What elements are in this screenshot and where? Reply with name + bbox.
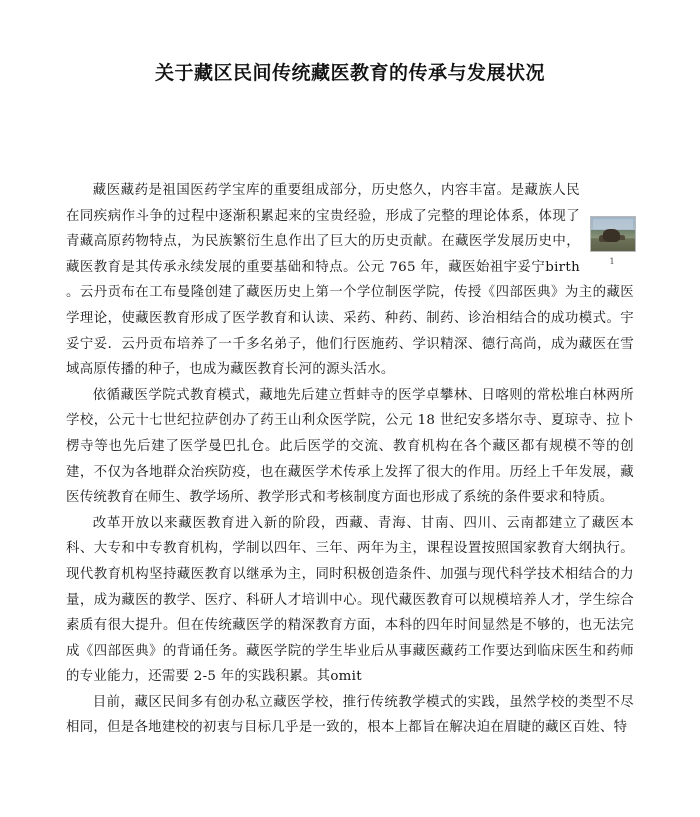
- figure-caption: 1: [609, 257, 615, 266]
- paragraph: 藏医藏药是祖国医药学宝库的重要组成部分，历史悠久，内容丰富。是藏族人民在同疾病作斗争的过程中逐渐积累起来的宝贵经验，形成了完整的理论体系，体现了青藏高原药物特点，为民族繁衍生息作出了巨大的历史贡献。在藏医学发展历史中，藏医教育是其传承永续发展的重要基础和特点。公元 765 年，藏医始祖宇妥宁birth 。云丹贡布在工布曼隆创建了藏医历史上第一个学位制医学院，传授《四部医典》为主的藏医学理论，使藏医教育形成了医学教育和认读、采药、种药、制药、诊治相结合的成功模式。宇妥宁妥．云丹贡布培养了一千多名弟子，他们行医施药、学识精深、德行高尚，成为藏医在雪域高原传播的种子，也成为藏医教育长河的源头活水。: [66, 183, 634, 378]
- figure-block: [590, 216, 634, 266]
- paragraph: 目前，藏区民间多有创办私立藏医学校，推行传统教学模式的实践，虽然学校的类型不尽相同，但是各地建校的初衷与目标几乎是一致的，根本上都旨在解决迫在眉睫的藏区百姓、特: [66, 694, 634, 736]
- page-title: 关于藏区民间传统藏医教育的传承与发展状况: [154, 62, 545, 84]
- paragraph: 改革开放以来藏医教育进入新的阶段，西藏、青海、甘南、四川、云南都建立了藏医本科、大专和中专教育机构，学制以四年、三年、两年为主，课程设置按照国家教育大纲执行。现代教育机构坚持藏医教育以继承为主，同时积极创造条件、加强与现代科学技术相结合的力量，成为藏医的教学、医疗、科研人才培训中心。现代藏医教育可以规模培养人才，学生综合素质有很大提升。但在传统藏医学的精深教育方面，本科的四年时间显然是不够的，也无法完成《四部医典》的背诵任务。藏医学院的学生毕业后从事藏医藏药工作要达到临床医生和药师的专业能力，还需要 2-5 年的实践积累。其omit: [66, 515, 634, 685]
- photo-thumbnail-icon: [590, 216, 636, 252]
- document-body: [66, 178, 634, 741]
- paragraph: 依循藏医学院式教育模式，藏地先后建立哲蚌寺的医学卓攀林、日喀则的常松堆白林两所学校，公元十七世纪拉萨创办了药王山利众医学院，公元 18 世纪安多塔尔寺、夏琼寺、拉卜楞寺等也先后建了医学曼巴扎仓。此后医学的交流、教育机构在各个藏区都有规模不等的创建，不仅为各地群众治疾防疫，也在藏医学术传承上发挥了很大的作用。历经上千年发展，藏医传统教育在师生、教学场所、教学形式和考核制度方面也形成了系统的条件要求和特质。: [66, 387, 634, 506]
